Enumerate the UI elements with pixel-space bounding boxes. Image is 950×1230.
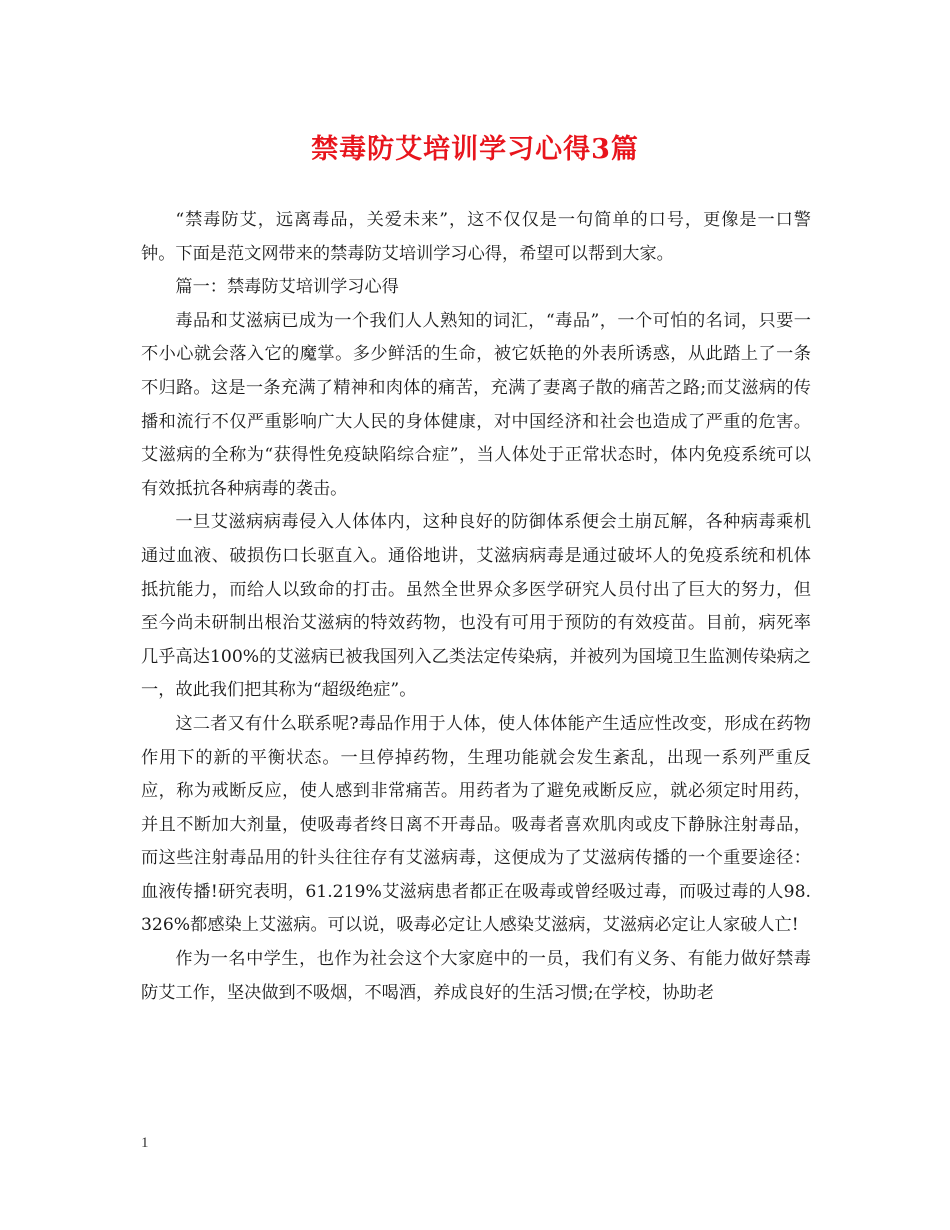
document-body	[141, 204, 811, 1010]
body-paragraph-2: 一旦艾滋病病毒侵入人体体内，这种良好的防御体系便会土崩瓦解，各种病毒乘机通过血液、破损伤口长驱直入。通俗地讲，艾滋病病毒是通过破坏人的免疫系统和机体抵抗能力，而给人以致命的打击。虽然全世界众多医学研究人员付出了巨大的努力，但至今尚未研制出根治艾滋病的特效药物，也没有可用于预防的有效疫苗。目前，病死率几乎高达100%的艾滋病已被我国列入乙类法定传染病，并被列为国境卫生监测传染病之一，故此我们把其称为“超级绝症”。	[141, 512, 811, 701]
body-paragraph-3: 这二者又有什么联系呢?毒品作用于人体，使人体体能产生适应性改变，形成在药物作用下的新的平衡状态。一旦停掉药物，生理功能就会发生紊乱，出现一系列严重反应，称为戒断反应，使人感到非常痛苦。用药者为了避免戒断反应，就必须定时用药，并且不断加大剂量，使吸毒者终日离不开毒品。吸毒者喜欢肌肉或皮下静脉注射毒品，而这些注射毒品用的针头往往存有艾滋病毒，这便成为了艾滋病传播的一个重要途径：血液传播!研究表明，61.219%艾滋病患者都正在吸毒或曾经吸过毒，而吸过毒的人98.326%都感染上艾滋病。可以说，吸毒必定让人感染艾滋病，艾滋病必定让人家破人亡!	[141, 713, 811, 936]
body-paragraph-1: 毒品和艾滋病已成为一个我们人人熟知的词汇，“毒品”，一个可怕的名词，只要一不小心就会落入它的魔掌。多少鲜活的生命，被它妖艳的外表所诱惑，从此踏上了一条不归路。这是一条充满了精神和肉体的痛苦，充满了妻离子散的痛苦之路;而艾滋病的传播和流行不仅严重影响广大人民的身体健康，对中国经济和社会也造成了严重的危害。艾滋病的全称为“获得性免疫缺陷综合症”，当人体处于正常状态时，体内免疫系统可以有效抵抗各种病毒的袭击。	[141, 310, 811, 499]
intro-paragraph: “禁毒防艾，远离毒品，关爱未来”，这不仅仅是一句简单的口号，更像是一口警钟。下面是范文网带来的禁毒防艾培训学习心得，希望可以帮到大家。	[141, 210, 811, 264]
document-title: 禁毒防艾培训学习心得3篇	[311, 134, 639, 165]
page-number: 1	[141, 1135, 149, 1151]
body-paragraph-4: 作为一名中学生，也作为社会这个大家庭中的一员，我们有义务、有能力做好禁毒防艾工作，坚决做到不吸烟，不喝酒，养成良好的生活习惯;在学校，协助老	[141, 949, 811, 1003]
section-heading: 篇一：禁毒防艾培训学习心得	[175, 277, 399, 298]
